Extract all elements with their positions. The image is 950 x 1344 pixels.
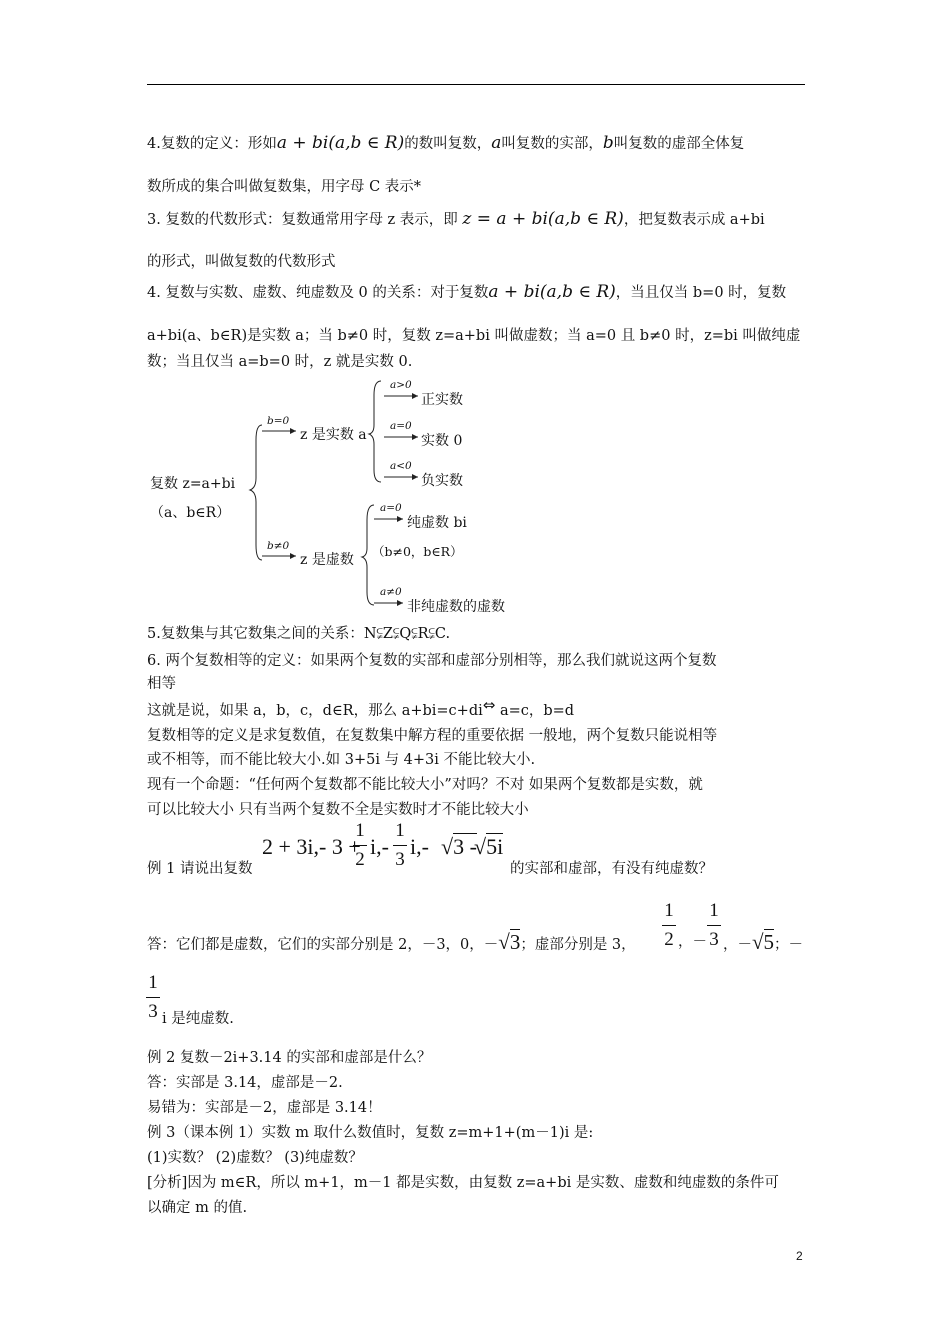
example1-suffix: 的实部和虚部，有没有纯虚数？ bbox=[510, 861, 713, 877]
numerator: 1 bbox=[664, 900, 674, 921]
ex1-math-part: i,- bbox=[370, 834, 389, 859]
sqrt-3: √3 bbox=[498, 930, 521, 954]
text-line: 或不相等，而不能比较大小.如 3+5i 与 4+3i 不能比较大小. bbox=[147, 752, 536, 768]
numerator: 1 bbox=[355, 820, 365, 841]
condition-pure: a=0 bbox=[380, 502, 402, 514]
arrowhead bbox=[412, 434, 418, 440]
tree-imaginary: z 是虚数 bbox=[300, 552, 354, 568]
arrowhead bbox=[412, 474, 418, 480]
answer1-line bbox=[147, 932, 636, 955]
math-var: a bbox=[491, 133, 502, 153]
fraction-bar bbox=[146, 997, 160, 998]
text: 4.复数的定义：形如 bbox=[147, 136, 277, 152]
math-formula: z = a + bi(a,b ∈ R) bbox=[462, 209, 624, 229]
fraction-one-third bbox=[146, 972, 160, 1023]
sqrt-5: √5 bbox=[752, 930, 775, 954]
text-line: 例 2 复数－2i+3.14 的实部和虚部是什么？ bbox=[147, 1050, 432, 1066]
text: 3. 复数的代数形式：复数通常用字母 z 表示，即 bbox=[147, 212, 458, 228]
text-line: 复数相等的定义是求复数值，在复数集中解方程的重要依据 一般地，两个复数只能说相等 bbox=[147, 728, 718, 744]
text-line: 相等 bbox=[147, 676, 176, 692]
tree-pure-note: （b≠0，b∈R） bbox=[372, 544, 463, 559]
arrowhead bbox=[397, 600, 403, 606]
text-line: 6. 两个复数相等的定义：如果两个复数的实部和虚部分别相等，那么我们就说这两个复数 bbox=[147, 653, 717, 669]
sqrt-3: √3 - bbox=[441, 834, 477, 859]
arrowhead bbox=[290, 428, 296, 434]
text-line: 例 3（课本例 1）实数 m 取什么数值时，复数 z=m+1+(m－1)i 是: bbox=[147, 1125, 594, 1141]
main-brace bbox=[250, 425, 262, 560]
page-number: 2 bbox=[796, 1249, 803, 1263]
text-line: i 是纯虚数. bbox=[162, 1011, 234, 1027]
text-line: 数；当且仅当 a=b=0 时，z 就是实数 0. bbox=[147, 354, 413, 370]
tree-nonpure-imaginary: 非纯虚数的虚数 bbox=[407, 599, 505, 615]
tree-zero: 实数 0 bbox=[421, 433, 463, 449]
text: ，－ bbox=[723, 937, 752, 953]
fraction-bar bbox=[662, 925, 676, 926]
text: ，－ bbox=[678, 934, 707, 950]
math-formula: a + bi(a,b ∈ R) bbox=[488, 282, 616, 302]
radicand: 5i bbox=[486, 834, 504, 859]
text-line: (1)实数？ (2)虚数？ (3)纯虚数？ bbox=[147, 1150, 363, 1166]
text: a=c，b=d bbox=[499, 703, 575, 719]
radicand: 3 - bbox=[453, 834, 477, 859]
tree-positive-real: 正实数 bbox=[421, 392, 463, 408]
denominator: 2 bbox=[664, 929, 674, 950]
text: ；虚部分别是 3， bbox=[520, 937, 636, 953]
text: 的数叫复数， bbox=[404, 136, 492, 152]
text-line: 可以比较大小 只有当两个复数不全是实数时才不能比较大小 bbox=[147, 802, 529, 818]
tree-root: 复数 z=a+bi bbox=[150, 476, 236, 492]
fraction-one-half bbox=[662, 900, 676, 951]
text-line: a+bi(a、b∈R)是实数 a；当 b≠0 时，复数 z=a+bi 叫做虚数；当 a=0 且 b≠0 时，z=bi 叫做纯虚 bbox=[147, 328, 801, 344]
text: 叫复数的实部， bbox=[501, 136, 603, 152]
radicand: 3 bbox=[509, 930, 521, 954]
equality-line bbox=[147, 696, 575, 721]
fraction-one-half bbox=[353, 820, 367, 871]
condition-b-zero: b=0 bbox=[267, 415, 290, 427]
text: 答：它们都是虚数，它们的实部分别是 2，－3，0，－ bbox=[147, 937, 499, 953]
real-brace bbox=[369, 381, 381, 482]
tree-negative-real: 负实数 bbox=[421, 473, 463, 489]
radicand: 5 bbox=[763, 930, 775, 954]
denominator: 2 bbox=[355, 849, 365, 870]
arrowhead bbox=[412, 393, 418, 399]
text: ，当且仅当 b=0 时，复数 bbox=[615, 285, 787, 301]
text: 叫复数的虚部全体复 bbox=[613, 136, 745, 152]
fraction-bar bbox=[393, 845, 407, 846]
tree-root-condition: （a、b∈R） bbox=[150, 505, 231, 521]
answer1-tail bbox=[723, 932, 803, 955]
fraction-bar bbox=[707, 925, 721, 926]
condition-nonpure: a≠0 bbox=[380, 586, 402, 598]
condition-a-zero: a=0 bbox=[390, 420, 412, 432]
arrowhead bbox=[290, 553, 296, 559]
text: ，把复数表示成 a+bi bbox=[623, 212, 765, 228]
sqrt-5i: √5i bbox=[474, 834, 504, 859]
text-line: 以确定 m 的值. bbox=[147, 1200, 248, 1216]
denominator: 3 bbox=[395, 849, 405, 870]
condition-a-positive: a>0 bbox=[390, 379, 412, 391]
numerator: 1 bbox=[148, 972, 158, 993]
tree-pure-imaginary: 纯虚数 bi bbox=[407, 515, 467, 531]
text: 4. 复数与实数、虚数、纯虚数及 0 的关系：对于复数 bbox=[147, 285, 489, 301]
condition-a-negative: a<0 bbox=[390, 460, 412, 472]
ex1-math-part: i,- bbox=[410, 834, 429, 859]
text-line: 的形式，叫做复数的代数形式 bbox=[147, 254, 336, 270]
example1-prefix: 例 1 请说出复数 bbox=[147, 861, 253, 877]
text: ；－ bbox=[774, 937, 804, 953]
arrowhead bbox=[397, 516, 403, 522]
numerator: 1 bbox=[395, 820, 405, 841]
text-line: 5.复数集与其它数集之间的关系：N⫋Z⫋Q⫋R⫋C. bbox=[147, 626, 451, 642]
ex1-math-part: 2 + 3i,- 3 + bbox=[262, 834, 361, 859]
text: 这就是说，如果 a，b，c，d∈R，那么 a+bi=c+di bbox=[147, 703, 483, 719]
fraction-one-third bbox=[393, 820, 407, 871]
math-var: b bbox=[602, 133, 614, 153]
text-line: 答：实部是 3.14，虚部是－2. bbox=[147, 1075, 343, 1091]
math-formula: a + bi(a,b ∈ R) bbox=[276, 133, 405, 153]
tree-real: z 是实数 a bbox=[300, 427, 367, 443]
fraction-one-third bbox=[707, 900, 721, 951]
denominator: 3 bbox=[709, 929, 719, 950]
iff-symbol: ⇔ bbox=[482, 696, 496, 714]
text-line: 现有一个命题：“任何两个复数都不能比较大小”对吗？不对 如果两个复数都是实数，就 bbox=[147, 777, 703, 793]
numerator: 1 bbox=[709, 900, 719, 921]
text-line: 易错为：实部是－2，虚部是 3.14！ bbox=[147, 1100, 382, 1116]
text-line: [分析]因为 m∈R，所以 m+1，m－1 都是实数，由复数 z=a+bi 是实数、虚数和纯虚数的条件可 bbox=[147, 1175, 779, 1191]
denominator: 3 bbox=[148, 1001, 158, 1022]
condition-b-nonzero: b≠0 bbox=[267, 540, 290, 552]
fraction-bar bbox=[353, 845, 367, 846]
text-line: 数所成的集合叫做复数集，用字母 C 表示* bbox=[147, 179, 422, 195]
